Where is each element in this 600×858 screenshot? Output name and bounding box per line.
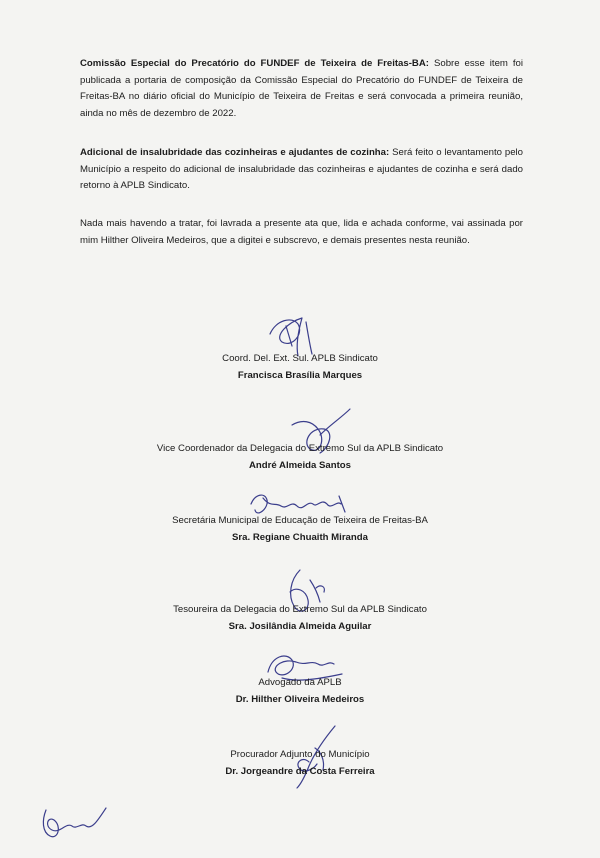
signatory-name: Sra. Josilândia Almeida Aguilar [228, 621, 372, 632]
paragraph-heading: Adicional de insalubridade das cozinheiras e ajudantes de cozinha: [80, 147, 390, 158]
signatory-role: Tesoureira da Delegacia do Extremo Sul da APLB Sindicato [173, 604, 427, 615]
paragraph-closing [80, 216, 523, 249]
signatory-name: Sra. Regiane Chuaith Miranda [232, 532, 368, 543]
paragraph-insalubrity [80, 145, 523, 195]
signature-block [110, 601, 490, 635]
page-initials-signature [36, 800, 116, 845]
signature-block [150, 746, 450, 780]
signatory-name: Dr. Jorgeandre da Costa Ferreira [225, 766, 375, 777]
paragraph-body: Sobre esse item foi publicada a portaria de composição da Comissão Especial do Precatório do FUNDEF de Teixeira de Freitas-BA no diário oficial do Município de Teixeira de Freitas e será convocada a primeira reunião, ainda no mês de dezembro de 2022. [80, 58, 524, 119]
signatory-role: Advogado da APLB [258, 677, 342, 688]
signatory-role: Secretária Municipal de Educação de Teixeira de Freitas-BA [172, 515, 428, 526]
paragraph-body: Nada mais havendo a tratar, foi lavrada a presente ata que, lida e achada conforme, vai assinada por mim Hilther Oliveira Medeiros, que a digitei e subscrevo, e demais presentes nesta reunião. [80, 218, 523, 246]
signatory-name: André Almeida Santos [249, 460, 351, 471]
signature-block [150, 350, 450, 384]
signatory-name: Dr. Hilther Oliveira Medeiros [235, 694, 365, 705]
signatory-role: Procurador Adjunto do Município [230, 749, 370, 760]
signatory-role: Coord. Del. Ext. Sul. APLB Sindicato [222, 353, 378, 364]
signature-block [110, 440, 490, 474]
paragraph-heading: Comissão Especial do Precatório do FUNDEF de Teixeira de Freitas-BA: [80, 58, 429, 69]
signatory-role: Vice Coordenador da Delegacia do Extremo Sul da APLB Sindicato [156, 443, 444, 454]
paragraph-body: Será feito o levantamento pelo Município a respeito do adicional de insalubridade das cozinheiras e ajudantes de cozinha e será dado retorno à APLB Sindicato. [80, 147, 524, 192]
paragraph-fundef-commission [80, 56, 523, 122]
signature-block [150, 674, 450, 708]
signatory-name: Francisca Brasília Marques [237, 370, 363, 381]
signature-block [110, 512, 490, 546]
